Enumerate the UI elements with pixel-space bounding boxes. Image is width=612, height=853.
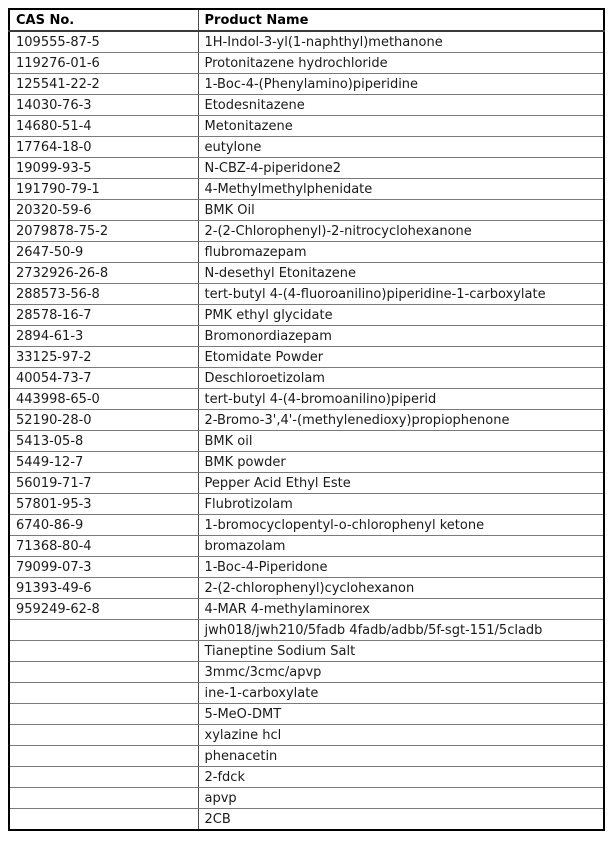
table-row bbox=[9, 809, 604, 831]
cas-cell: 56019-71-7 bbox=[9, 473, 198, 494]
table-row bbox=[9, 536, 604, 557]
product-cell: BMK oil bbox=[198, 431, 604, 452]
cas-cell: 2079878-75-2 bbox=[9, 221, 198, 242]
product-cell: Flubrotizolam bbox=[198, 494, 604, 515]
table-row bbox=[9, 305, 604, 326]
table-row bbox=[9, 368, 604, 389]
table-row bbox=[9, 515, 604, 536]
cas-cell: 109555-87-5 bbox=[9, 31, 198, 53]
cas-product-table bbox=[8, 8, 605, 831]
table-row bbox=[9, 347, 604, 368]
product-cell: ine-1-carboxylate bbox=[198, 683, 604, 704]
product-cell: Tianeptine Sodium Salt bbox=[198, 641, 604, 662]
table-row bbox=[9, 788, 604, 809]
table-row bbox=[9, 389, 604, 410]
cas-cell bbox=[9, 809, 198, 831]
product-cell: xylazine hcl bbox=[198, 725, 604, 746]
product-cell: Deschloroetizolam bbox=[198, 368, 604, 389]
cas-cell: 40054-73-7 bbox=[9, 368, 198, 389]
cas-cell: 17764-18-0 bbox=[9, 137, 198, 158]
cas-cell: 19099-93-5 bbox=[9, 158, 198, 179]
product-cell: N-CBZ-4-piperidone2 bbox=[198, 158, 604, 179]
product-cell: 2-Bromo-3',4'-(methylenedioxy)propiophenone bbox=[198, 410, 604, 431]
table-row bbox=[9, 221, 604, 242]
table-row bbox=[9, 557, 604, 578]
cas-cell: 79099-07-3 bbox=[9, 557, 198, 578]
table-row bbox=[9, 326, 604, 347]
product-cell: 2CB bbox=[198, 809, 604, 831]
product-cell: 1-bromocyclopentyl-o-chlorophenyl ketone bbox=[198, 515, 604, 536]
cas-cell: 2732926-26-8 bbox=[9, 263, 198, 284]
cas-cell: 6740-86-9 bbox=[9, 515, 198, 536]
product-cell: 2-fdck bbox=[198, 767, 604, 788]
product-cell: 3mmc/3cmc/apvp bbox=[198, 662, 604, 683]
cas-cell: 57801-95-3 bbox=[9, 494, 198, 515]
product-cell: eutylone bbox=[198, 137, 604, 158]
table-body bbox=[9, 31, 604, 830]
product-cell: Protonitazene hydrochloride bbox=[198, 53, 604, 74]
product-cell: jwh018/jwh210/5fadb 4fadb/adbb/5f-sgt-151/5cladb bbox=[198, 620, 604, 641]
product-cell: 2-(2-chlorophenyl)cyclohexanon bbox=[198, 578, 604, 599]
cas-cell bbox=[9, 704, 198, 725]
cas-cell: 191790-79-1 bbox=[9, 179, 198, 200]
product-cell: 5-MeO-DMT bbox=[198, 704, 604, 725]
table-row bbox=[9, 179, 604, 200]
cas-cell: 5413-05-8 bbox=[9, 431, 198, 452]
table-row bbox=[9, 263, 604, 284]
product-cell: phenacetin bbox=[198, 746, 604, 767]
cas-cell: 91393-49-6 bbox=[9, 578, 198, 599]
table-row bbox=[9, 767, 604, 788]
table-row bbox=[9, 410, 604, 431]
product-cell: tert-butyl 4-(4-bromoanilino)piperid bbox=[198, 389, 604, 410]
product-cell: apvp bbox=[198, 788, 604, 809]
table-row bbox=[9, 158, 604, 179]
cas-cell bbox=[9, 641, 198, 662]
product-cell: Bromonordiazepam bbox=[198, 326, 604, 347]
table-row bbox=[9, 284, 604, 305]
cas-cell bbox=[9, 788, 198, 809]
product-cell: 4-Methylmethylphenidate bbox=[198, 179, 604, 200]
cas-cell: 20320-59-6 bbox=[9, 200, 198, 221]
table-row bbox=[9, 578, 604, 599]
table-row bbox=[9, 683, 604, 704]
table-row bbox=[9, 431, 604, 452]
table-row bbox=[9, 599, 604, 620]
cas-cell: 959249-62-8 bbox=[9, 599, 198, 620]
cas-cell: 5449-12-7 bbox=[9, 452, 198, 473]
table-row bbox=[9, 746, 604, 767]
product-cell: PMK ethyl glycidate bbox=[198, 305, 604, 326]
cas-cell: 28578-16-7 bbox=[9, 305, 198, 326]
product-name-header: Product Name bbox=[198, 9, 604, 31]
cas-cell bbox=[9, 683, 198, 704]
table-row bbox=[9, 200, 604, 221]
cas-cell: 288573-56-8 bbox=[9, 284, 198, 305]
product-cell: 4-MAR 4-methylaminorex bbox=[198, 599, 604, 620]
cas-cell: 443998-65-0 bbox=[9, 389, 198, 410]
cas-cell bbox=[9, 746, 198, 767]
table-header-row bbox=[9, 9, 604, 31]
product-cell: tert-butyl 4-(4-fluoroanilino)piperidine-1-carboxylate bbox=[198, 284, 604, 305]
cas-cell: 14680-51-4 bbox=[9, 116, 198, 137]
cas-cell: 52190-28-0 bbox=[9, 410, 198, 431]
cas-cell bbox=[9, 620, 198, 641]
product-cell: 1-Boc-4-(Phenylamino)piperidine bbox=[198, 74, 604, 95]
table-row bbox=[9, 662, 604, 683]
table-header bbox=[9, 9, 604, 31]
cas-cell bbox=[9, 767, 198, 788]
product-cell: 2-(2-Chlorophenyl)-2-nitrocyclohexanone bbox=[198, 221, 604, 242]
product-cell: 1-Boc-4-Piperidone bbox=[198, 557, 604, 578]
product-cell: Etomidate Powder bbox=[198, 347, 604, 368]
table-row bbox=[9, 494, 604, 515]
table-row bbox=[9, 31, 604, 53]
product-cell: BMK powder bbox=[198, 452, 604, 473]
table-row bbox=[9, 704, 604, 725]
table-row bbox=[9, 116, 604, 137]
product-cell: BMK Oil bbox=[198, 200, 604, 221]
table-row bbox=[9, 620, 604, 641]
product-cell: 1H-Indol-3-yl(1-naphthyl)methanone bbox=[198, 31, 604, 53]
cas-cell: 125541-22-2 bbox=[9, 74, 198, 95]
cas-cell: 14030-76-3 bbox=[9, 95, 198, 116]
table-row bbox=[9, 95, 604, 116]
cas-cell: 2647-50-9 bbox=[9, 242, 198, 263]
table-row bbox=[9, 53, 604, 74]
product-cell: N-desethyl Etonitazene bbox=[198, 263, 604, 284]
table-row bbox=[9, 473, 604, 494]
product-cell: Etodesnitazene bbox=[198, 95, 604, 116]
table-row bbox=[9, 74, 604, 95]
cas-cell bbox=[9, 725, 198, 746]
table-row bbox=[9, 641, 604, 662]
cas-no-header: CAS No. bbox=[9, 9, 198, 31]
product-cell: flubromazepam bbox=[198, 242, 604, 263]
product-cell: bromazolam bbox=[198, 536, 604, 557]
product-cell: Pepper Acid Ethyl Este bbox=[198, 473, 604, 494]
product-cell: Metonitazene bbox=[198, 116, 604, 137]
cas-cell: 33125-97-2 bbox=[9, 347, 198, 368]
table-row bbox=[9, 452, 604, 473]
cas-cell: 71368-80-4 bbox=[9, 536, 198, 557]
cas-cell: 119276-01-6 bbox=[9, 53, 198, 74]
cas-cell: 2894-61-3 bbox=[9, 326, 198, 347]
table-row bbox=[9, 725, 604, 746]
cas-cell bbox=[9, 662, 198, 683]
table-row bbox=[9, 242, 604, 263]
table-row bbox=[9, 137, 604, 158]
